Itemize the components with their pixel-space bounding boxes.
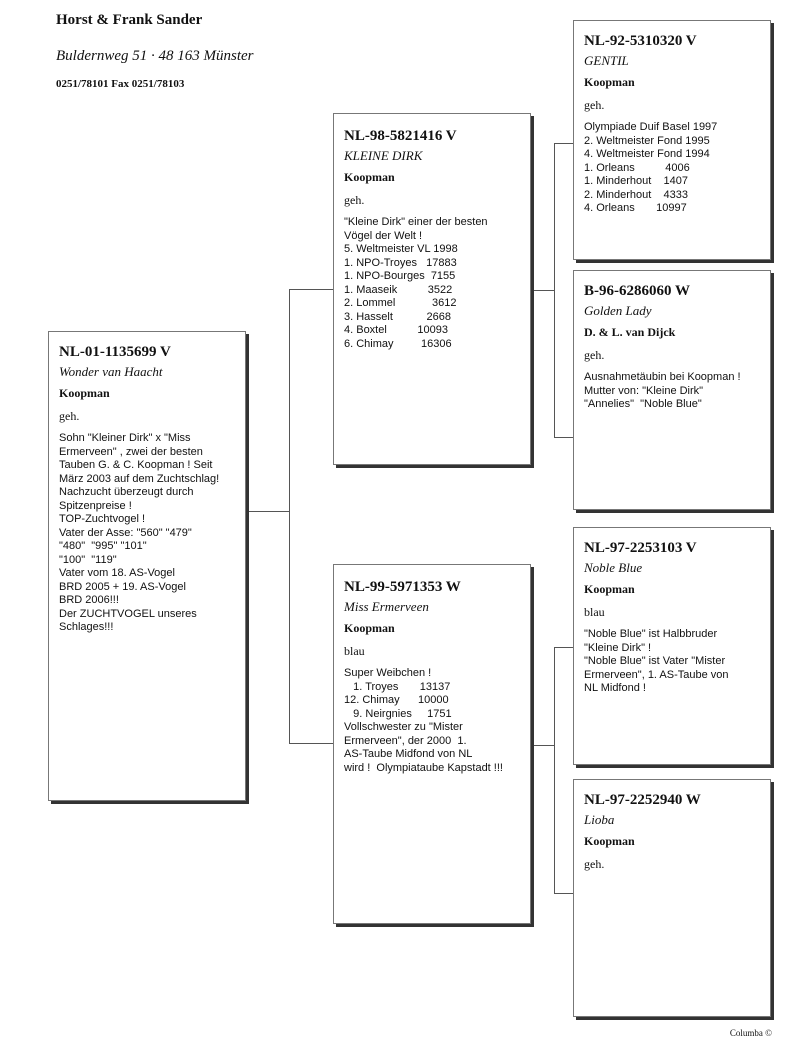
breeder: Koopman xyxy=(344,621,395,635)
note-line: Tauben G. & C. Koopman ! Seit xyxy=(59,459,213,471)
note-line: "Noble Blue" ist Halbbruder xyxy=(584,628,718,640)
note-line: 5. Weltmeister VL 1998 xyxy=(344,243,458,255)
connector-mother-v xyxy=(554,647,555,893)
note-line: Olympiade Duif Basel 1997 xyxy=(584,121,718,133)
note-line: 1. NPO-Bourges 7155 xyxy=(344,270,456,282)
note-line: "480" "995" "101" xyxy=(59,540,147,552)
performance-notes xyxy=(344,667,520,775)
pigeon-name: Golden Lady xyxy=(584,303,652,318)
note-line: Ermerveen", der 2000 1. xyxy=(344,734,467,747)
pigeon-name: Miss Ermerveen xyxy=(344,599,429,614)
note-line: Vater vom 18. AS-Vogel xyxy=(59,567,175,579)
pigeon-name: Noble Blue xyxy=(584,560,643,575)
note-line: "Annelies" "Noble Blue" xyxy=(584,398,702,410)
note-line: BRD 2005 + 19. AS-Vogel xyxy=(59,580,186,593)
note-line: März 2003 auf dem Zuchtschlag! xyxy=(59,472,220,485)
note-line: Nachzucht überzeugt durch xyxy=(59,486,194,498)
note-line: Ausnahmetäubin bei Koopman ! xyxy=(584,371,741,383)
note-line: Vollschwester zu "Mister xyxy=(344,721,463,733)
breeder: Koopman xyxy=(584,834,635,848)
note-line: 9. Neirgnies 1751 xyxy=(344,707,452,720)
breeder: Koopman xyxy=(584,582,635,596)
pigeon-card-main xyxy=(48,331,246,801)
pigeon-name: Wonder van Haacht xyxy=(59,364,163,379)
ring-number: NL-92-5310320 V xyxy=(584,33,697,49)
connector-mother-mm xyxy=(554,893,573,894)
note-line: Super Weibchen ! xyxy=(344,667,432,679)
note-line: "Kleine Dirk" ! xyxy=(584,641,652,654)
note-line: TOP-Zuchtvogel ! xyxy=(59,513,145,525)
note-line: 1. Troyes 13137 xyxy=(344,680,451,693)
plumage-color: blau xyxy=(584,605,605,619)
connector-main-mother xyxy=(289,743,333,744)
breeder: D. & L. van Dijck xyxy=(584,325,676,339)
note-line: Der ZUCHTVOGEL unseres xyxy=(59,607,197,620)
connector-mother-h xyxy=(531,745,555,746)
note-line: 4. Weltmeister Fond 1994 xyxy=(584,148,710,160)
connector-main-v xyxy=(289,289,290,743)
connector-father-v xyxy=(554,143,555,437)
connector-main-h xyxy=(246,511,290,512)
pigeon-card-father xyxy=(333,113,531,465)
note-line: 2. Lommel 3612 xyxy=(344,297,457,309)
pigeon-card-paternal-grandfather xyxy=(573,20,771,260)
connector-mother-mf xyxy=(554,647,573,648)
plumage-color: geh. xyxy=(59,409,80,423)
note-line: 1. Minderhout 1407 xyxy=(584,175,688,187)
pigeon-name: KLEINE DIRK xyxy=(344,148,423,163)
note-line: 3. Hasselt 2668 xyxy=(344,310,451,323)
note-line: 1. Maaseik 3522 xyxy=(344,283,453,296)
note-line: "Noble Blue" ist Vater "Mister xyxy=(584,655,726,667)
ring-number: NL-97-2253103 V xyxy=(584,540,697,556)
note-line: Vögel der Welt ! xyxy=(344,229,423,242)
note-line: 12. Chimay 10000 xyxy=(344,694,449,706)
ring-number: NL-01-1135699 V xyxy=(59,344,171,360)
copyright-footer: Columba © xyxy=(729,1028,772,1038)
pigeon-card-maternal-grandmother xyxy=(573,779,771,1017)
note-line: 4. Boxtel 10093 xyxy=(344,324,448,336)
note-line: Spitzenpreise ! xyxy=(59,499,132,512)
pigeon-name: GENTIL xyxy=(584,53,629,68)
note-line: "Kleine Dirk" einer der besten xyxy=(344,216,488,228)
ring-number: NL-97-2252940 W xyxy=(584,792,701,808)
performance-notes xyxy=(584,121,760,216)
note-line: NL Midfond ! xyxy=(584,682,646,694)
note-line: wird ! Olympiataube Kapstadt !!! xyxy=(344,761,503,774)
note-line: 1. Orleans 4006 xyxy=(584,161,690,174)
breeder: Koopman xyxy=(584,75,635,89)
owner-address: Buldernweg 51 · 48 163 Münster xyxy=(56,48,254,64)
plumage-color: geh. xyxy=(344,193,365,207)
note-line: Sohn "Kleiner Dirk" x "Miss xyxy=(59,432,191,444)
plumage-color: geh. xyxy=(584,348,605,362)
performance-notes xyxy=(584,628,760,696)
note-line: Vater der Asse: "560" "479" xyxy=(59,526,192,539)
note-line: BRD 2006!!! xyxy=(59,594,119,606)
performance-notes xyxy=(584,371,760,412)
owner-phone: 0251/78101 Fax 0251/78103 xyxy=(56,78,185,90)
breeder: Koopman xyxy=(59,386,110,400)
performance-notes xyxy=(59,432,235,635)
note-line: Ermerveen" , zwei der besten xyxy=(59,445,203,458)
plumage-color: blau xyxy=(344,644,365,658)
connector-father-ff xyxy=(554,143,573,144)
ring-number: NL-98-5821416 V xyxy=(344,128,457,144)
breeder: Koopman xyxy=(344,170,395,184)
note-line: 2. Weltmeister Fond 1995 xyxy=(584,134,710,147)
note-line: "100" "119" xyxy=(59,553,117,566)
note-line: Ermerveen", 1. AS-Taube von xyxy=(584,668,729,681)
note-line: AS-Taube Midfond von NL xyxy=(344,748,473,760)
owner-name: Horst & Frank Sander xyxy=(56,12,203,28)
ring-number: NL-99-5971353 W xyxy=(344,579,461,595)
pigeon-card-maternal-grandfather xyxy=(573,527,771,765)
performance-notes xyxy=(344,216,520,351)
note-line: 1. NPO-Troyes 17883 xyxy=(344,256,457,269)
note-line: Mutter von: "Kleine Dirk" xyxy=(584,384,704,397)
pigeon-name: Lioba xyxy=(584,812,615,827)
plumage-color: geh. xyxy=(584,98,605,112)
plumage-color: geh. xyxy=(584,857,605,871)
note-line: 6. Chimay 16306 xyxy=(344,337,452,350)
pigeon-card-mother xyxy=(333,564,531,924)
note-line: 2. Minderhout 4333 xyxy=(584,188,688,201)
note-line: 4. Orleans 10997 xyxy=(584,202,687,214)
connector-father-h xyxy=(531,290,555,291)
connector-father-fm xyxy=(554,437,573,438)
ring-number: B-96-6286060 W xyxy=(584,283,690,299)
note-line: Schlages!!! xyxy=(59,621,114,633)
connector-main-father xyxy=(289,289,333,290)
pigeon-card-paternal-grandmother xyxy=(573,270,771,510)
